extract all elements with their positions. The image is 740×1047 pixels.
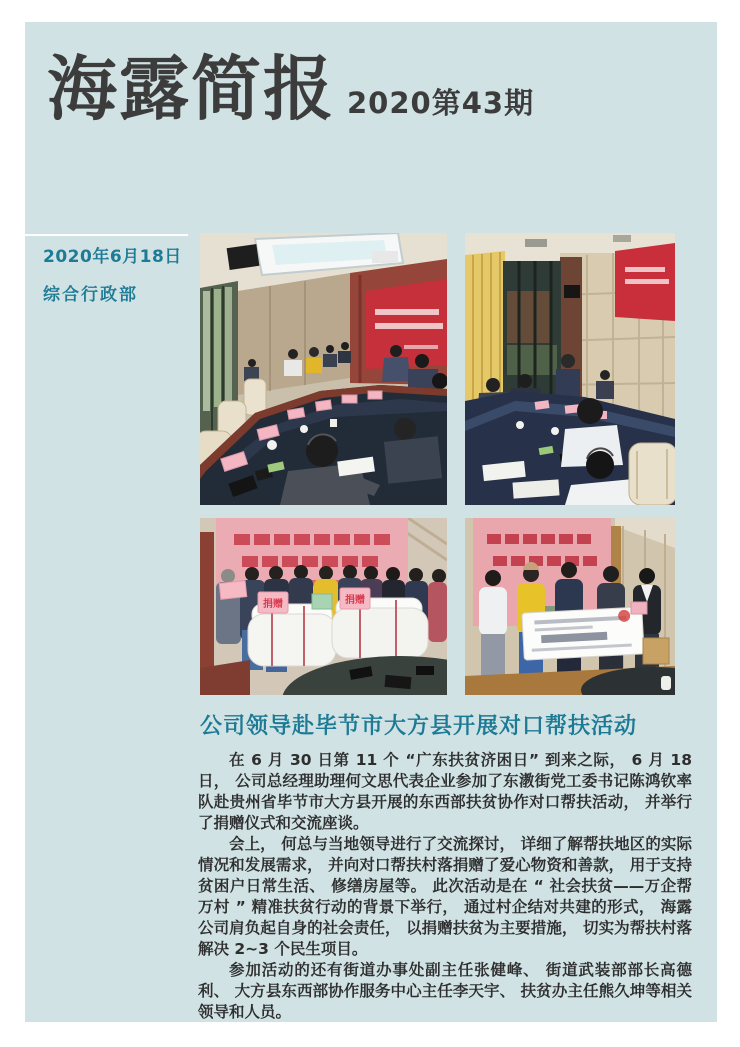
sidebar-divider [25, 234, 188, 236]
photo-group-donation-goods [200, 518, 447, 695]
photo-grid [200, 233, 675, 695]
donation-card-label: 捐赠 [345, 595, 365, 606]
article-paragraph-3: 参加活动的还有街道办事处副主任张健峰、 街道武装部部长高德利、 大方县东西部协作服务中心主任李天宇、 扶贫办主任熊久坤等相关领导和人员。 [198, 961, 692, 1021]
newsletter-issue: 2020第43期 [347, 86, 535, 120]
article-paragraph-2: 会上， 何总与当地领导进行了交流探讨， 详细了解帮扶地区的实际情况和发展需求， 并向对口帮扶村落捐赠了爱心物资和善款， 用于支持贫困户日常生活、 修缮房屋等。 此次活动是在 “ 社会扶贫——万企帮万村 ” 精准扶贫行动的背景下举行， 通过村企结对共建的形式， 海露公司肩负起自身的社会责任， 以捐赠扶贫为主要措施， 切实为帮扶村落解决 2~3 个民生项目。 [198, 835, 692, 958]
newsletter-title: 海露简报 [47, 48, 335, 130]
masthead [47, 44, 534, 135]
article-headline: 公司领导赴毕节市大方县开展对口帮扶活动 [200, 714, 638, 739]
photo-meeting-room-curtain [465, 233, 675, 505]
article-body [198, 750, 692, 1023]
photo-check-presentation [465, 518, 675, 695]
photo-meeting-room-wide [200, 233, 447, 505]
article-paragraph-1: 在 6 月 30 日第 11 个 “广东扶贫济困日” 到来之际， 6 月 18 日， 公司总经理助理何文思代表企业参加了东漖街党工委书记陈鸿钦率队赴贵州省毕节市大方县开展的东西部扶贫协作对口帮扶活动， 并举行了捐赠仪式和交流座谈。 [198, 751, 692, 832]
issue-date: 2020年6月18日 [43, 247, 182, 267]
issuing-department: 综合行政部 [43, 285, 138, 305]
newsletter-page [25, 22, 717, 1022]
donation-card-label: 捐赠 [263, 599, 283, 610]
